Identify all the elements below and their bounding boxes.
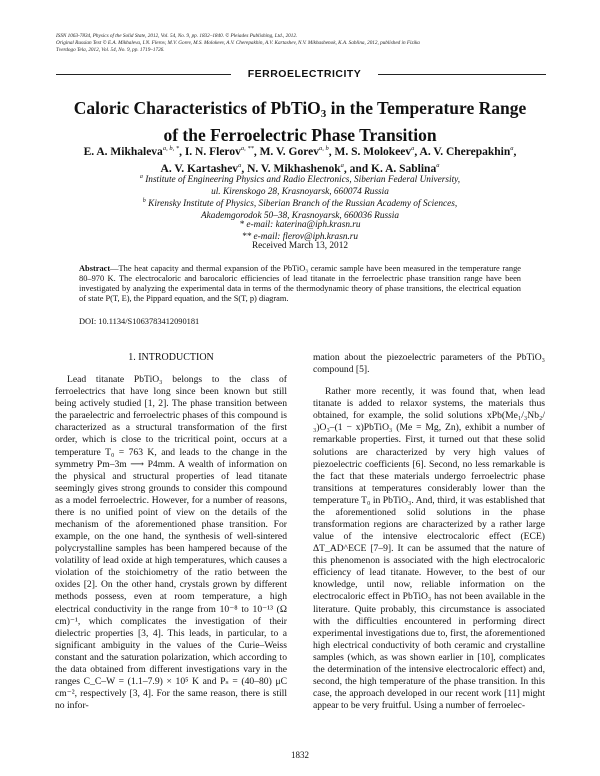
- section-rule-right: [378, 74, 546, 75]
- page-number: 1832: [291, 750, 309, 760]
- author-mark: a, b, *: [162, 145, 180, 152]
- author-name: A. V. Kartashev: [160, 163, 239, 176]
- affiliation-a: [80, 172, 520, 198]
- abstract-label: Abstract: [79, 264, 111, 273]
- affiliation-text: Kirensky Institute of Physics, Siberian Branch of the Russian Academy of Sciences,: [145, 199, 458, 210]
- author-mark: a, b: [319, 145, 329, 152]
- section-rule-left: [56, 74, 231, 75]
- email-2: ** e-mail: flerov@iph.krasn.ru: [241, 231, 359, 242]
- meta-line: Tverdogo Tela, 2012, Vol. 54, No. 9, pp. 1719–1726.: [56, 46, 165, 53]
- affiliation-address: Akademgorodok 50–38, Krasnoyarsk, 660036 Russia: [201, 210, 399, 221]
- email-1: * e-mail: katerina@iph.krasn.ru: [239, 220, 361, 230]
- author-line-1: [40, 142, 560, 159]
- author-mark: a: [340, 162, 344, 170]
- title-line1-post: in the Temperature Range: [326, 98, 527, 118]
- author-mark: a: [238, 162, 242, 170]
- author-name: , I. N. Flerov: [179, 145, 241, 158]
- column-left: [55, 352, 287, 712]
- author-mark: a, **: [240, 145, 254, 152]
- paragraph: Rather more recently, it was found that, when lead titanate is added to relaxor systems, the materials thus obtained, for example, the solid solutions xPb(Me₁/₃Nb₂/₃)O₃–(1 − x)PbTiO₃ (Me = Mg, Zn), exhibit a number of remarkable properties. First, it turned out that these solid solutions are characterized by very high values of piezoelectric coefficients [6]. Second, no less remarkable is the fact that these materials undergo ferroelectric phase transitions at temperatures considerably lower than the temperature T₀ in PbTiO₃. And, third, it was established that the aforementioned solid solutions in the phase transformation regions are characterized by a rather large value of the intensive electrocaloric effect (ECE) ΔT_AD^ECE [7–9]. It can be assumed that the nature of this phenomenon is associated with the high electrocaloric efficiency of lead titanate. However, to the best of our knowledge, until now, reliable information on the electrocaloric effect in PbTiO₃ has not been available in the literature. Quite probably, this circumstance is associated with the difficulties encountered in performing direct experimental investigations due to, first, the aforementioned high electrical conductivity of both ceramic and crystalline samples (which, as was shown earlier in [10], complicates the determination of the intensive electrocaloric effect) and, second, the high temperature of the phase transition. In this case, the approach developed in our recent work [11] might appear to be very fruitful. Using a number of ferroelec-: [313, 386, 545, 712]
- author-name: , M. S. Molokeev: [328, 145, 412, 158]
- affiliation-mark: a: [139, 174, 143, 180]
- affiliation-mark: b: [142, 198, 146, 204]
- received-date: Received March 13, 2012: [251, 241, 349, 251]
- affiliation-text: Institute of Engineering Physics and Radio Electronics, Siberian Federal University,: [142, 175, 461, 186]
- author-name: , A. V. Cherepakhin: [414, 145, 511, 158]
- paragraph-continued: mation about the piezoelectric parameters of the PbTiO₃ compound [5].: [313, 352, 545, 376]
- doi: DOI: 10.1134/S1063783412090181: [79, 317, 200, 326]
- author-name: E. A. Mikhaleva: [83, 145, 163, 158]
- affiliation-b: [80, 196, 520, 222]
- section-header: [56, 68, 546, 82]
- author-name: , and K. A. Sablina: [343, 163, 437, 176]
- author-mark: a: [436, 162, 440, 170]
- meta-line: ISSN 1063-7834, Physics of the Solid State, 2012, Vol. 54, No. 9, pp. 1832–1840. © Pleiades Publishing, Ltd., 2012.: [56, 33, 298, 39]
- author-mark: a: [411, 145, 415, 152]
- author-mark: a: [510, 145, 514, 152]
- abstract: [79, 264, 521, 304]
- title-subscript: 3: [320, 108, 327, 120]
- paragraph: Lead titanate PbTiO₃ belongs to the class of ferroelectrics that have long since been known but still being actively studied [1, 2]. The phase transition between the paraelectric and ferroelectric phases of this compound is characterized as a structural transformation of the first order, which is close to the tricritical point, occurs at a temperature T₀ = 763 K, and leads to the change in the symmetry Pm–3m ⟶ P4mm. A wealth of information on the physical and structural properties of lead titanate seemingly gives strong grounds to consider this compound as a model ferroelectric. However, for a number of reasons, there is no unified point of view on the details of the mechanism of the aforementioned phase transition. For example, on the one hand, the synthesis of well-sintered polycrystalline samples has been hampered because of the volatility of lead oxide at high temperatures, which causes a violation of the stoichiometry of the ratio between the oxides [2]. On the other hand, crystals grown by different methods possess, even at room temperature, a high electrical conductivity in the range from 10⁻⁸ to 10⁻¹³ (Ω cm)⁻¹, which complicates the investigation of their dielectric properties [3, 4]. This leads, in particular, to a significant ambiguity in the values of the Curie–Weiss constant and the saturation polarization, which according to the data obtained from different investigations vary in the ranges C_C–W = (1.1–7.9) × 10⁵ K and Pₛ = (40–80) μC cm⁻², respectively [3, 4]. For the same reason, there is still no infor-: [55, 374, 287, 712]
- contact-emails: [80, 220, 520, 243]
- meta-line: Original Russian Text © E.A. Mikhaleva, I.N. Flerov, M.V. Gorev, M.S. Molokeev, A.V. Cherepakhin, A.V. Kartashev, N.V. Mikhashenok, K.A. Sablina, 2012, published in Fizika: [56, 39, 420, 46]
- column-right: [313, 352, 545, 712]
- author-name: , M. V. Gorev: [253, 145, 319, 158]
- author-name: , N. V. Mikhashenok: [241, 163, 341, 176]
- title-line1-pre: Caloric Characteristics of PbTiO: [73, 98, 321, 118]
- paper-title: [40, 98, 560, 146]
- author-separator: ,: [513, 145, 517, 158]
- journal-meta: [56, 33, 556, 53]
- section-title: FERROELECTRICITY: [247, 68, 362, 80]
- section-heading-introduction: 1. INTRODUCTION: [128, 352, 214, 363]
- abstract-text: —The heat capacity and thermal expansion of the PbTiO₃ ceramic sample have been measured in the temperature range 80–970 K. The electrocaloric and barocaloric efficiencies of lead titanate in the ferroelectric phase transition range have been investigated by analyzing the experimental data in terms of the thermodynamic theory of phase transitions, the electrical equation of state P(T, E), the Pippard equation, and the S(T, p) diagram.: [79, 264, 521, 304]
- title-line2: of the Ferroelectric Phase Transition: [163, 125, 437, 145]
- affiliation-address: ul. Kirenskogo 28, Krasnoyarsk, 660074 Russia: [211, 186, 389, 197]
